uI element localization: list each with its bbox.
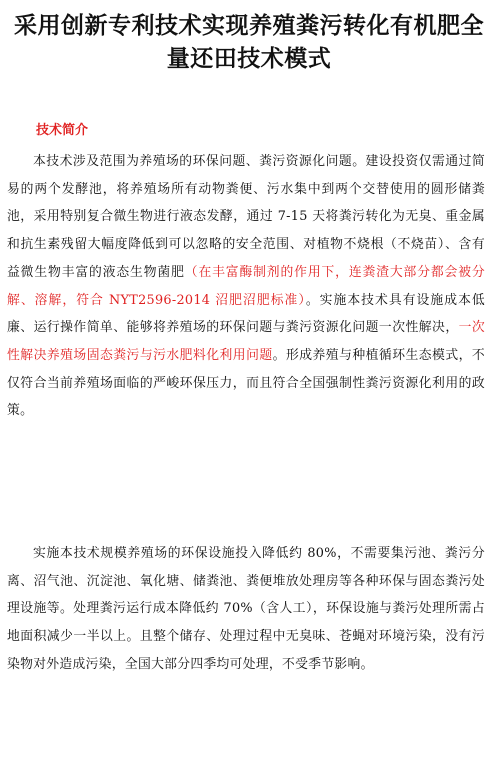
highlight-standard-note: （在丰富酶制剂的作用下，连粪渣大部分都会被分解、溶解，符合 NYT2596-2014 沼肥沼肥标准） (7, 264, 485, 308)
paragraph-intro (7, 148, 485, 425)
document-title: 采用创新专利技术实现养殖粪污转化有机肥全量还田技术模式 (14, 13, 484, 72)
paragraph-intro-text-2: 。实施本技术具有设施成本低廉、运行操作简单、能够将养殖场的环保问题与粪污资源化问题一次性解决， (7, 292, 486, 336)
paragraph-intro-text-3: 。形成养殖与种植循环生态模式，不仅符合当前养殖场面临的严峻环保压力，而且符合全国强制性粪污资源化利用的政策。 (7, 347, 485, 419)
highlight-solution: 一次性解决养殖场固态粪污与污水肥料化利用问题 (7, 320, 485, 363)
section-title-intro: 技术简介 (36, 123, 89, 138)
paragraph-intro-text-1: 本技术涉及范围为养殖场的环保问题、粪污资源化问题。建设投资仅需通过简易的两个发酵池，将养殖场所有动物粪便、污水集中到两个交替使用的圆形储粪池，采用特别复合微生物进行液态发酵，通过 7-15 天将粪污转化为无臭、重金属和抗生素残留大幅度降低到可以忽略的安全范围、对植物不烧根（不烧苗）、含有益微生物丰富的液态生物菌肥 (7, 154, 485, 280)
paragraph-benefits: 实施本技术规模养殖场的环保设施投入降低约 80%，不需要集污池、粪污分离、沼气池、沉淀池、氧化塘、储粪池、粪便堆放处理房等各种环保与固态粪污处理设施等。处理粪污运行成本降低约 70%（含人工），环保设施与粪污处理所需占地面积减少一半以上。且整个储存、处理过程中无臭味、苍蝇对环境污染，没有污染物对外造成污染，全国大部分四季均可处理，不受季节影响。 (7, 546, 485, 672)
